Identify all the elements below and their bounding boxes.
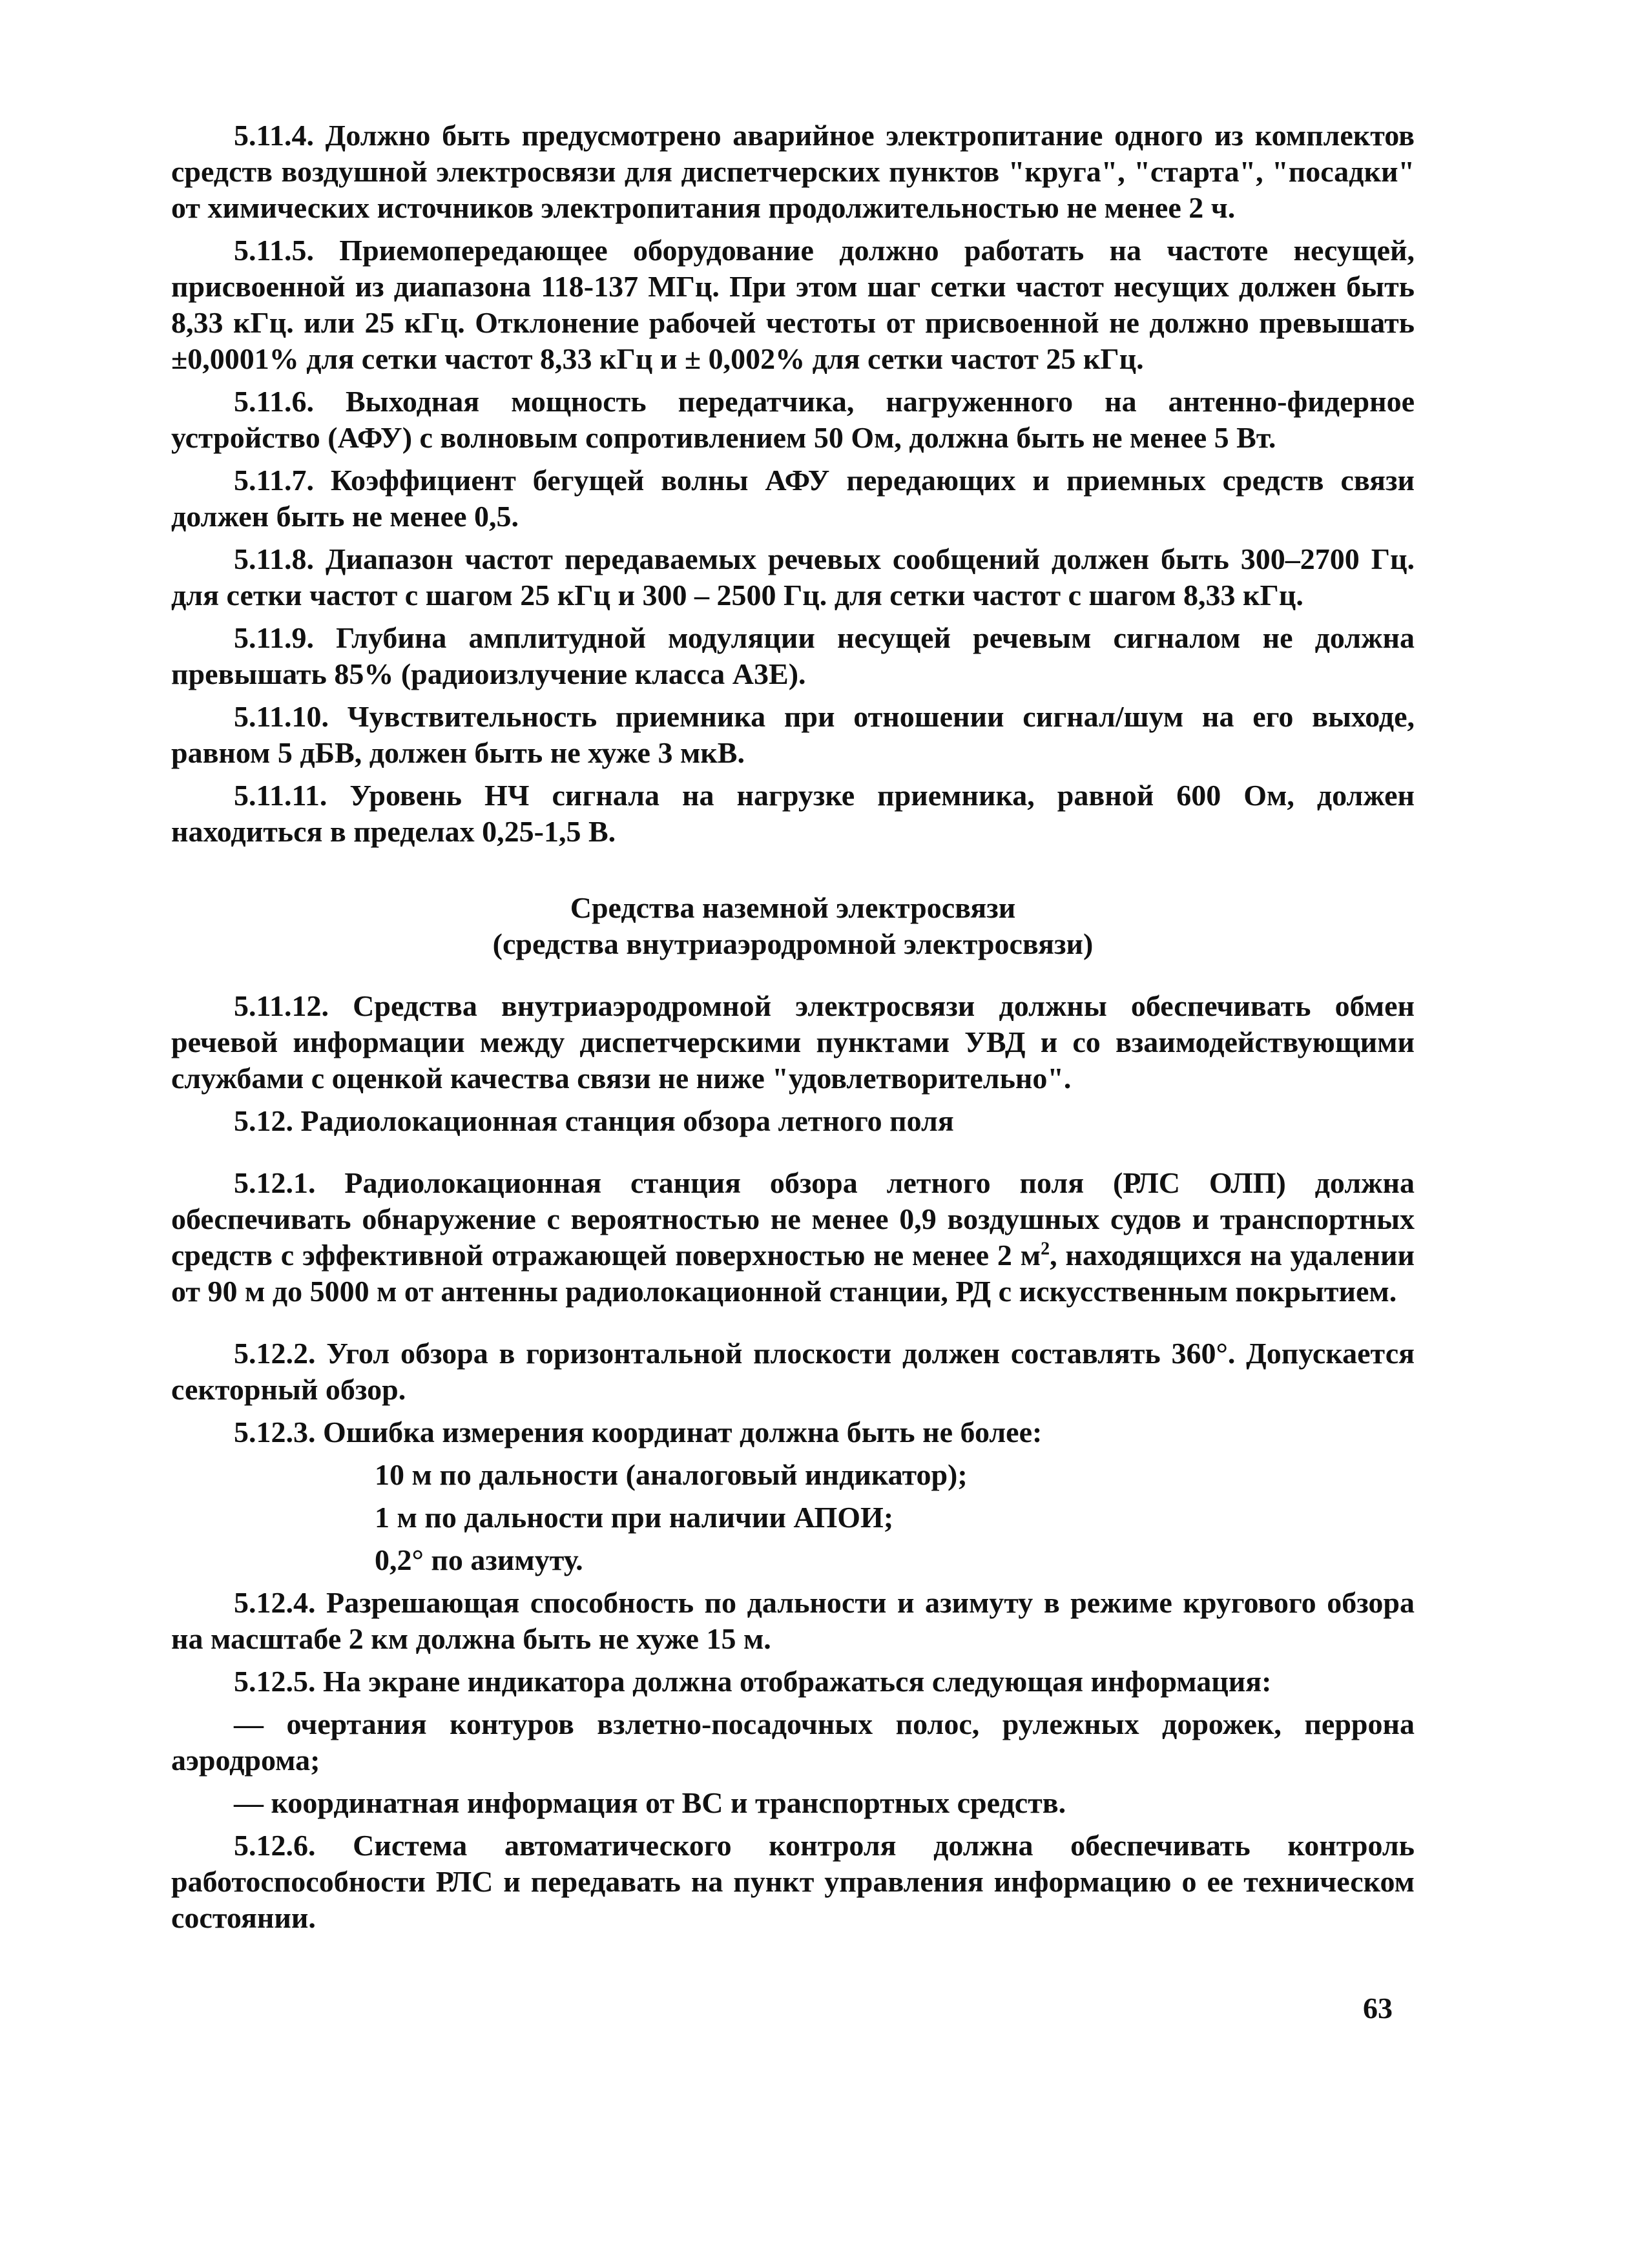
paragraph-5-11-10: 5.11.10. Чувствительность приемника при отношении сигнал/шум на его выходе, равном 5 дБВ, должен быть не хуже 3 мкВ. [171,700,1415,769]
list-item: 10 м по дальности (аналоговый индикатор); [375,1458,968,1491]
paragraph-5-11-9: 5.11.9. Глубина амплитудной модуляции несущей речевым сигналом не должна превышать 85% (радиоизлучение класса А3Е). [171,621,1415,690]
paragraph-5-12-3: 5.12.3. Ошибка измерения координат должна быть не более: [234,1416,1043,1448]
section-heading-subtitle: (средства внутриаэродромной электросвязи) [492,927,1094,960]
list-item: 1 м по дальности при наличии АПОИ; [375,1501,894,1534]
section-heading-5-12: 5.12. Радиолокационная станция обзора летного поля [234,1104,954,1137]
paragraph-5-11-5: 5.11.5. Приемопередающее оборудование должно работать на частоте несущей, присвоенной из диапазона 118-137 МГц. При этом шаг сетки частот несущих должен быть 8,33 кГц. или 25 кГц. Отклонение рабочей честоты от присвоенной не должно превышать ±0,0001% для сетки частот 8,33 кГц и ± 0,002% для сетки частот 25 кГц. [171,234,1415,375]
list-item: 0,2° по азимуту. [375,1543,583,1576]
paragraph-5-11-4: 5.11.4. Должно быть предусмотрено аварийное электропитание одного из комплектов средств воздушной электросвязи для диспетчерских пунктов "круга", "старта", "посадки" от химических источников электропитания продолжительностью не менее 2 ч. [171,119,1415,224]
paragraph-dash-2: — координатная информация от ВС и транспортных средств. [234,1786,1066,1819]
paragraph-5-12-2: 5.12.2. Угол обзора в горизонтальной плоскости должен составлять 360°. Допускается секторный обзор. [171,1337,1415,1406]
page-content [171,118,1415,1936]
paragraph-5-11-8: 5.11.8. Диапазон частот передаваемых речевых сообщений должен быть 300–2700 Гц. для сетки частот с шагом 25 кГц и 300 – 2500 Гц. для сетки частот с шагом 8,33 кГц. [171,542,1415,612]
paragraph-5-11-6: 5.11.6. Выходная мощность передатчика, нагруженного на антенно-фидерное устройство (АФУ) с волновым сопротивлением 50 Ом, должна быть не менее 5 Вт. [171,385,1415,454]
paragraph-5-12-4: 5.12.4. Разрешающая способность по дальности и азимуту в режиме кругового обзора на масштабе 2 км должна быть не хуже 15 м. [171,1586,1415,1655]
paragraph-5-12-1-text-b: , находящихся на удалении от 90 м до 5000 м от антенны радиолокационной станции, РД с искусственным покрытием. [171,1239,1415,1308]
paragraph-dash-1: — очертания контуров взлетно-посадочных полос, рулежных дорожек, перрона аэродрома; [171,1707,1415,1777]
superscript-squared: 2 [1041,1239,1050,1259]
page-number: 63 [1363,1992,1393,2025]
paragraph-5-11-7: 5.11.7. Коэффициент бегущей волны АФУ передающих и приемных средств связи должен быть не менее 0,5. [171,464,1415,533]
section-heading-title: Средства наземной электросвязи [570,891,1016,924]
paragraph-5-12-1-text-a: 5.12.1. Радиолокационная станция обзора летного поля (РЛС ОЛП) должна обеспечивать обнаружение с вероятностью не менее 0,9 воздушных судов и транспортных средств с эффективной отражающей поверхностью не менее 2 м [171,1166,1415,1272]
paragraph-5-11-11: 5.11.11. Уровень НЧ сигнала на нагрузке приемника, равной 600 Ом, должен находиться в пределах 0,25-1,5 В. [171,779,1415,848]
paragraph-5-12-6: 5.12.6. Система автоматического контроля должна обеспечивать контроль работоспособности РЛС и передавать на пункт управления информацию о ее техническом состоянии. [171,1829,1415,1934]
paragraph-5-11-12: 5.11.12. Средства внутриаэродромной электросвязи должны обеспечивать обмен речевой информации между диспетчерскими пунктами УВД и со взаимодействующими службами с оценкой качества связи не ниже "удовлетворительно". [171,989,1415,1095]
paragraph-5-12-1 [171,1165,1415,1310]
paragraph-5-12-5: 5.12.5. На экране индикатора должна отображаться следующая информация: [234,1665,1272,1698]
